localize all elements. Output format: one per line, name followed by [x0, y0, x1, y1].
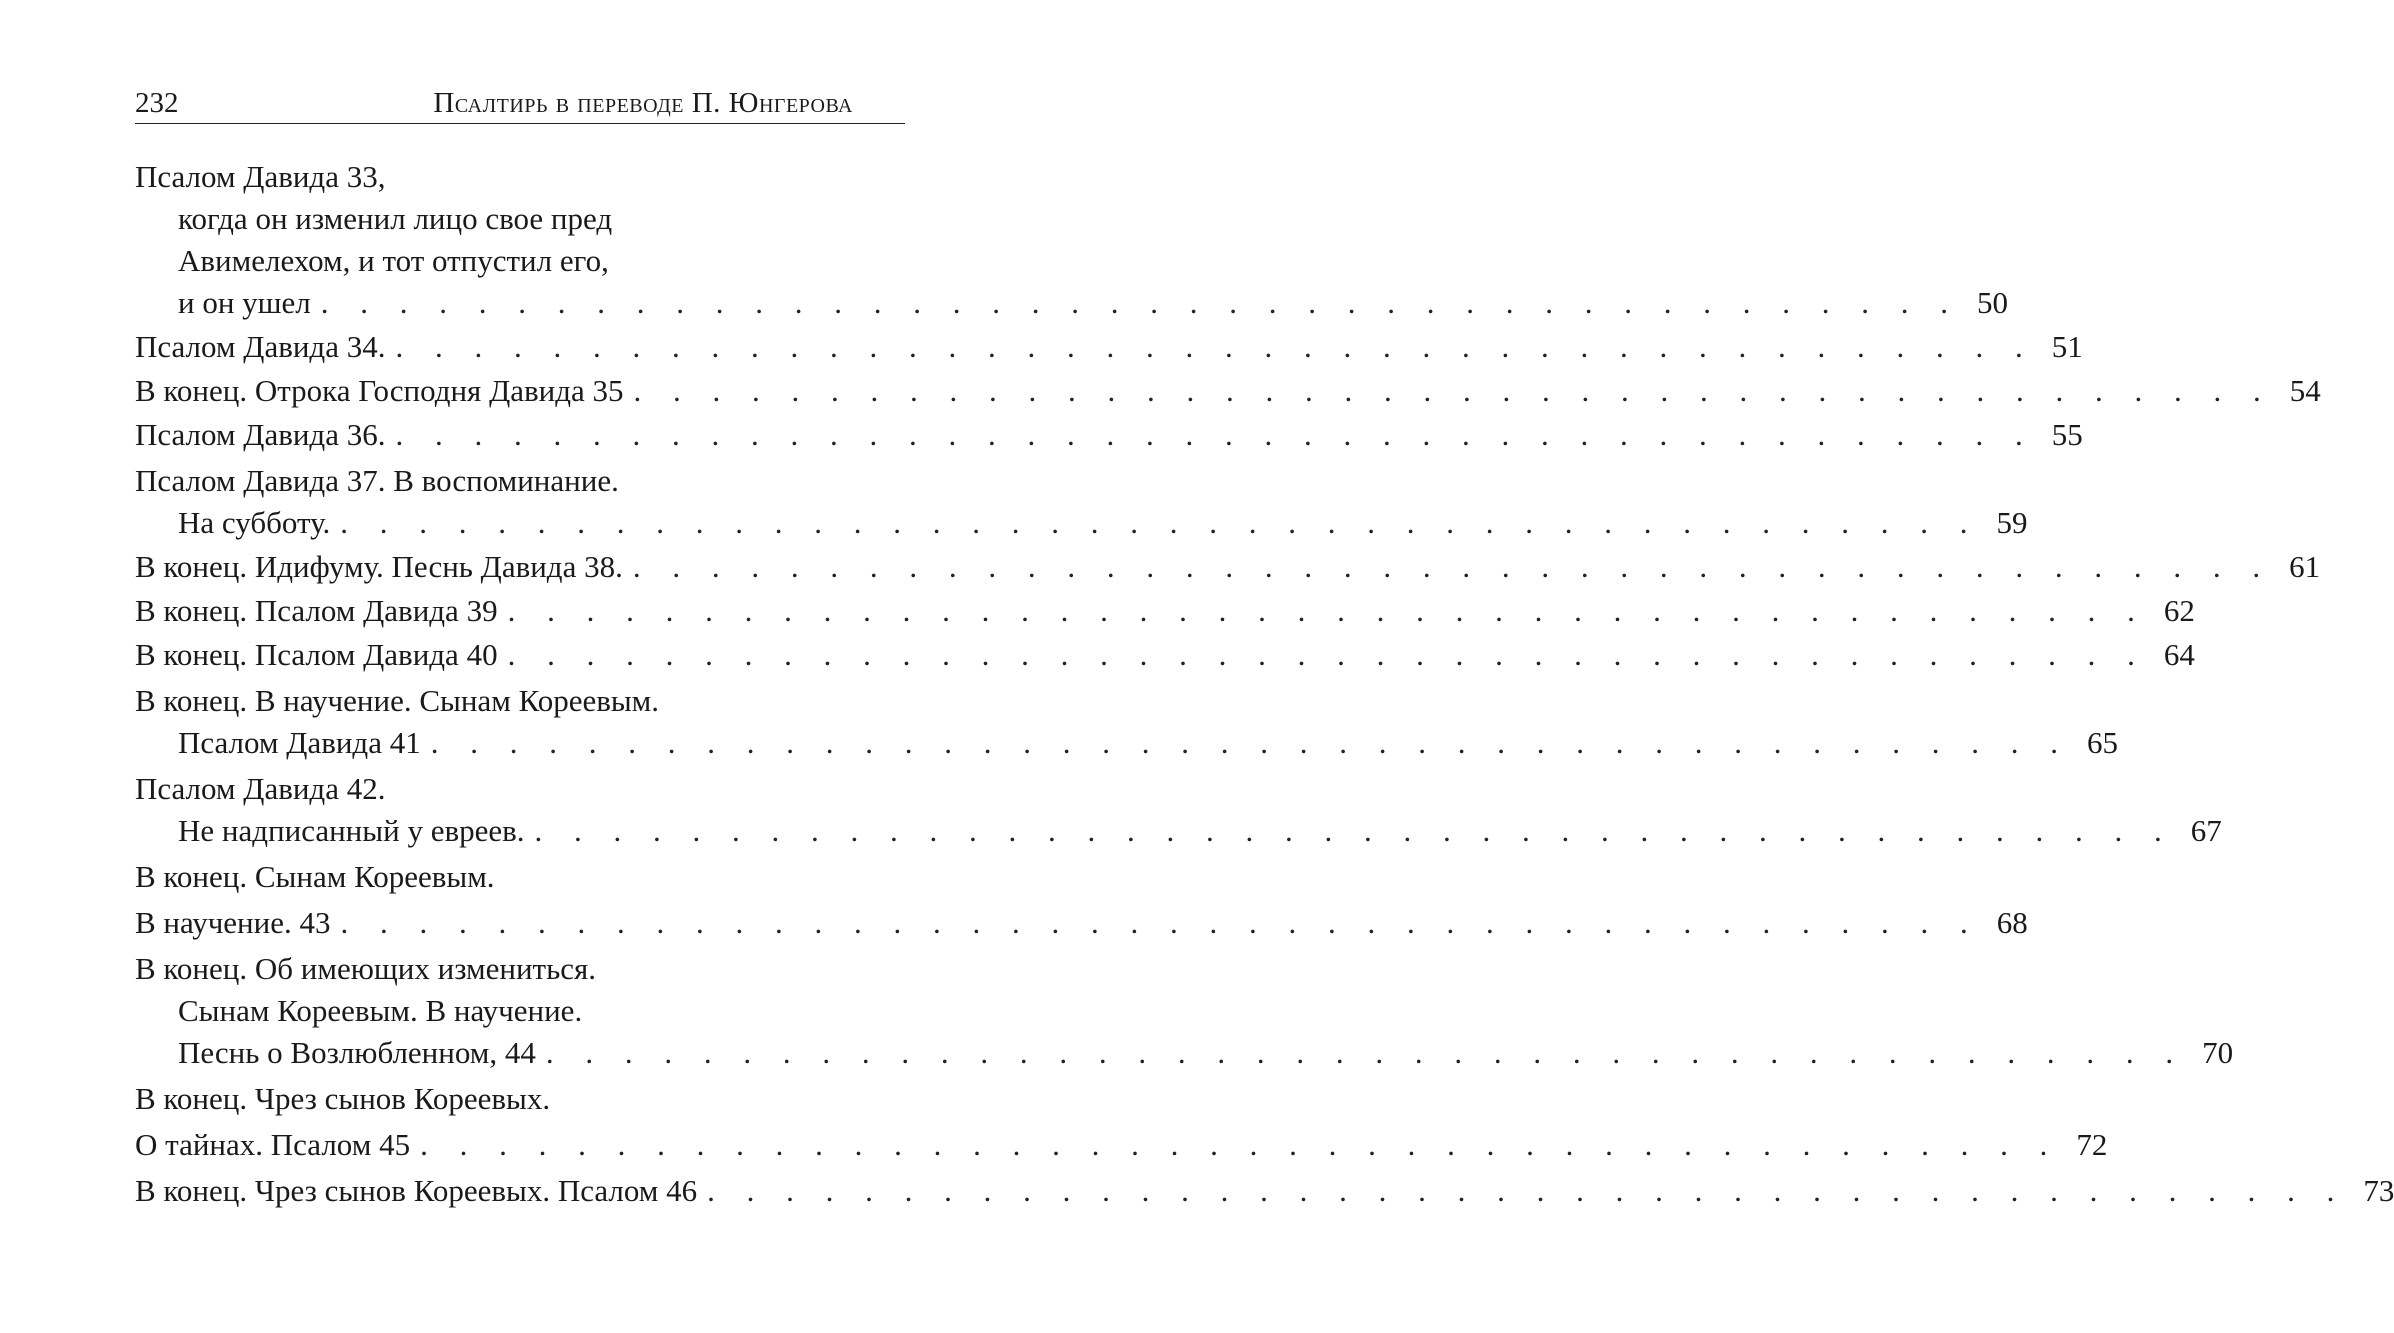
toc-entry-last-line — [135, 810, 2222, 852]
toc-page-number: 65 — [2086, 725, 2118, 760]
toc-entry-title: Псалом Давида 34. — [135, 329, 386, 364]
leader-dots: . . . . . . . . . . . . . . . . . . . . . . . . . . . . . . . . . . . . . . . . . . — [633, 373, 2273, 408]
toc-entry — [135, 156, 2009, 324]
header-rule — [135, 123, 905, 124]
toc-entry-title: В конец. Чрез сынов Кореевых. Псалом 46 — [135, 1173, 698, 1208]
leader-dots: . . . . . . . . . . . . . . . . . . . . . . . . . . . . . . . . . . . . . . . . . . — [707, 1173, 2347, 1208]
toc-entry-title: В конец. Псалом Давида 39 — [135, 593, 498, 628]
toc-entry — [135, 1078, 897, 1120]
toc-page-number: 64 — [2163, 637, 2195, 672]
toc-entry-title: В научение. 43 — [135, 905, 331, 940]
table-of-contents — [135, 156, 2394, 1212]
toc-entry-continuation: когда он изменил лицо свое пред — [178, 201, 613, 236]
toc-page-number: 67 — [2190, 813, 2222, 848]
toc-entry-title: Псалом Давида 37. В воспоминание. — [135, 463, 619, 498]
toc-entry-last-line — [135, 722, 2118, 764]
toc-entry — [135, 370, 2321, 412]
leader-dots: . . . . . . . . . . . . . . . . . . . . . . . . . . . . . . . . . . . . . . . . . . — [507, 593, 2147, 628]
toc-entry-title: В конец. Идифуму. Песнь Давида 38. — [135, 549, 623, 584]
toc-entry-continuation: Не надписанный у евреев. — [178, 813, 525, 848]
toc-entry — [135, 460, 2028, 544]
toc-page-number: 70 — [2202, 1035, 2234, 1070]
leader-dots: . . . . . . . . . . . . . . . . . . . . . . . . . . . . . . . . . . . . . . . . . . — [340, 905, 1980, 940]
toc-entry-title: В конец. Отрока Господня Давида 35 — [135, 373, 624, 408]
toc-entry-last-line — [135, 1170, 2394, 1212]
toc-page-number: 72 — [2076, 1127, 2108, 1162]
toc-entry-continuation: Авимелехом, и тот отпустил его, — [178, 243, 609, 278]
toc-entry — [135, 634, 2195, 676]
toc-entry — [135, 1170, 2394, 1212]
toc-entry — [135, 326, 2083, 368]
toc-page-number: 51 — [2051, 329, 2083, 364]
page-number: 232 — [135, 87, 179, 119]
leader-dots: . . . . . . . . . . . . . . . . . . . . . . . . . . . . . . . . . . . . . . . . . . — [420, 1127, 2060, 1162]
toc-page-number: 55 — [2051, 417, 2083, 452]
toc-page-number: 62 — [2163, 593, 2195, 628]
leader-dots: . . . . . . . . . . . . . . . . . . . . . . . . . . . . . . . . . . . . . . . . . . — [320, 285, 1961, 320]
toc-entry-last-line — [135, 634, 2195, 676]
toc-entry — [135, 414, 2083, 456]
toc-entry-title: В конец. Чрез сынов Кореевых. — [135, 1081, 551, 1116]
toc-entry — [135, 856, 897, 898]
running-title: Псалтирь в переводе П. Юнгерова — [433, 87, 853, 119]
toc-entry-last-line — [135, 902, 2028, 944]
toc-entry-last-line — [135, 1032, 2234, 1074]
toc-page-number: 73 — [2363, 1173, 2394, 1208]
toc-page-number: 50 — [1977, 285, 2009, 320]
toc-entry-last-line — [135, 546, 2321, 588]
toc-page-number: 61 — [2289, 549, 2321, 584]
leader-dots: . . . . . . . . . . . . . . . . . . . . . . . . . . . . . . . . . . . . . . . . . . — [534, 813, 2174, 848]
page-header — [135, 78, 905, 124]
toc-entry-title: В конец. Сынам Кореевым. — [135, 859, 495, 894]
toc-entry — [135, 1124, 2108, 1166]
toc-entry-last-line — [135, 502, 2028, 544]
toc-page-number: 59 — [1996, 505, 2028, 540]
toc-entry-continuation: Песнь о Возлюбленном, 44 — [178, 1035, 536, 1070]
toc-page-number: 54 — [2289, 373, 2321, 408]
leader-dots: . . . . . . . . . . . . . . . . . . . . . . . . . . . . . . . . . . . . . . . . . . — [395, 417, 2035, 452]
toc-entry-title: В конец. Псалом Давида 40 — [135, 637, 498, 672]
toc-entry — [135, 948, 2234, 1074]
toc-entry-title: Псалом Давида 42. — [135, 771, 386, 806]
toc-entry-last-line — [135, 1124, 2108, 1166]
toc-entry-title: В конец. В научение. Сынам Кореевым. — [135, 683, 660, 718]
toc-entry — [135, 768, 2222, 852]
leader-dots: . . . . . . . . . . . . . . . . . . . . . . . . . . . . . . . . . . . . . . . . . . — [340, 505, 1980, 540]
toc-entry-last-line — [135, 282, 2009, 324]
toc-entry-title: Псалом Давида 33, — [135, 159, 386, 194]
toc-entry-continuation: Псалом Давида 41 — [178, 725, 421, 760]
toc-entry-title: Псалом Давида 36. — [135, 417, 386, 452]
leader-dots: . . . . . . . . . . . . . . . . . . . . . . . . . . . . . . . . . . . . . . . . . . — [395, 329, 2035, 364]
toc-entry-continuation: и он ушел — [178, 285, 311, 320]
toc-entry-last-line — [135, 370, 2321, 412]
leader-dots: . . . . . . . . . . . . . . . . . . . . . . . . . . . . . . . . . . . . . . . . . . — [430, 725, 2070, 760]
toc-entry-title: В конец. Об имеющих измениться. — [135, 951, 597, 986]
toc-entry-last-line — [135, 590, 2195, 632]
toc-entry-continuation: На субботу. — [178, 505, 331, 540]
toc-entry-continuation: Сынам Кореевым. В научение. — [178, 993, 583, 1028]
toc-entry — [135, 590, 2195, 632]
toc-entry-last-line — [135, 414, 2083, 456]
toc-page-number: 68 — [1996, 905, 2028, 940]
toc-entry-title: О тайнах. Псалом 45 — [135, 1127, 411, 1162]
toc-entry — [135, 680, 2118, 764]
leader-dots: . . . . . . . . . . . . . . . . . . . . . . . . . . . . . . . . . . . . . . . . . . — [632, 549, 2273, 584]
leader-dots: . . . . . . . . . . . . . . . . . . . . . . . . . . . . . . . . . . . . . . . . . . — [507, 637, 2147, 672]
toc-entry — [135, 546, 2321, 588]
toc-entry — [135, 902, 2028, 944]
leader-dots: . . . . . . . . . . . . . . . . . . . . . . . . . . . . . . . . . . . . . . . . . . — [545, 1035, 2186, 1070]
toc-entry-last-line — [135, 326, 2083, 368]
